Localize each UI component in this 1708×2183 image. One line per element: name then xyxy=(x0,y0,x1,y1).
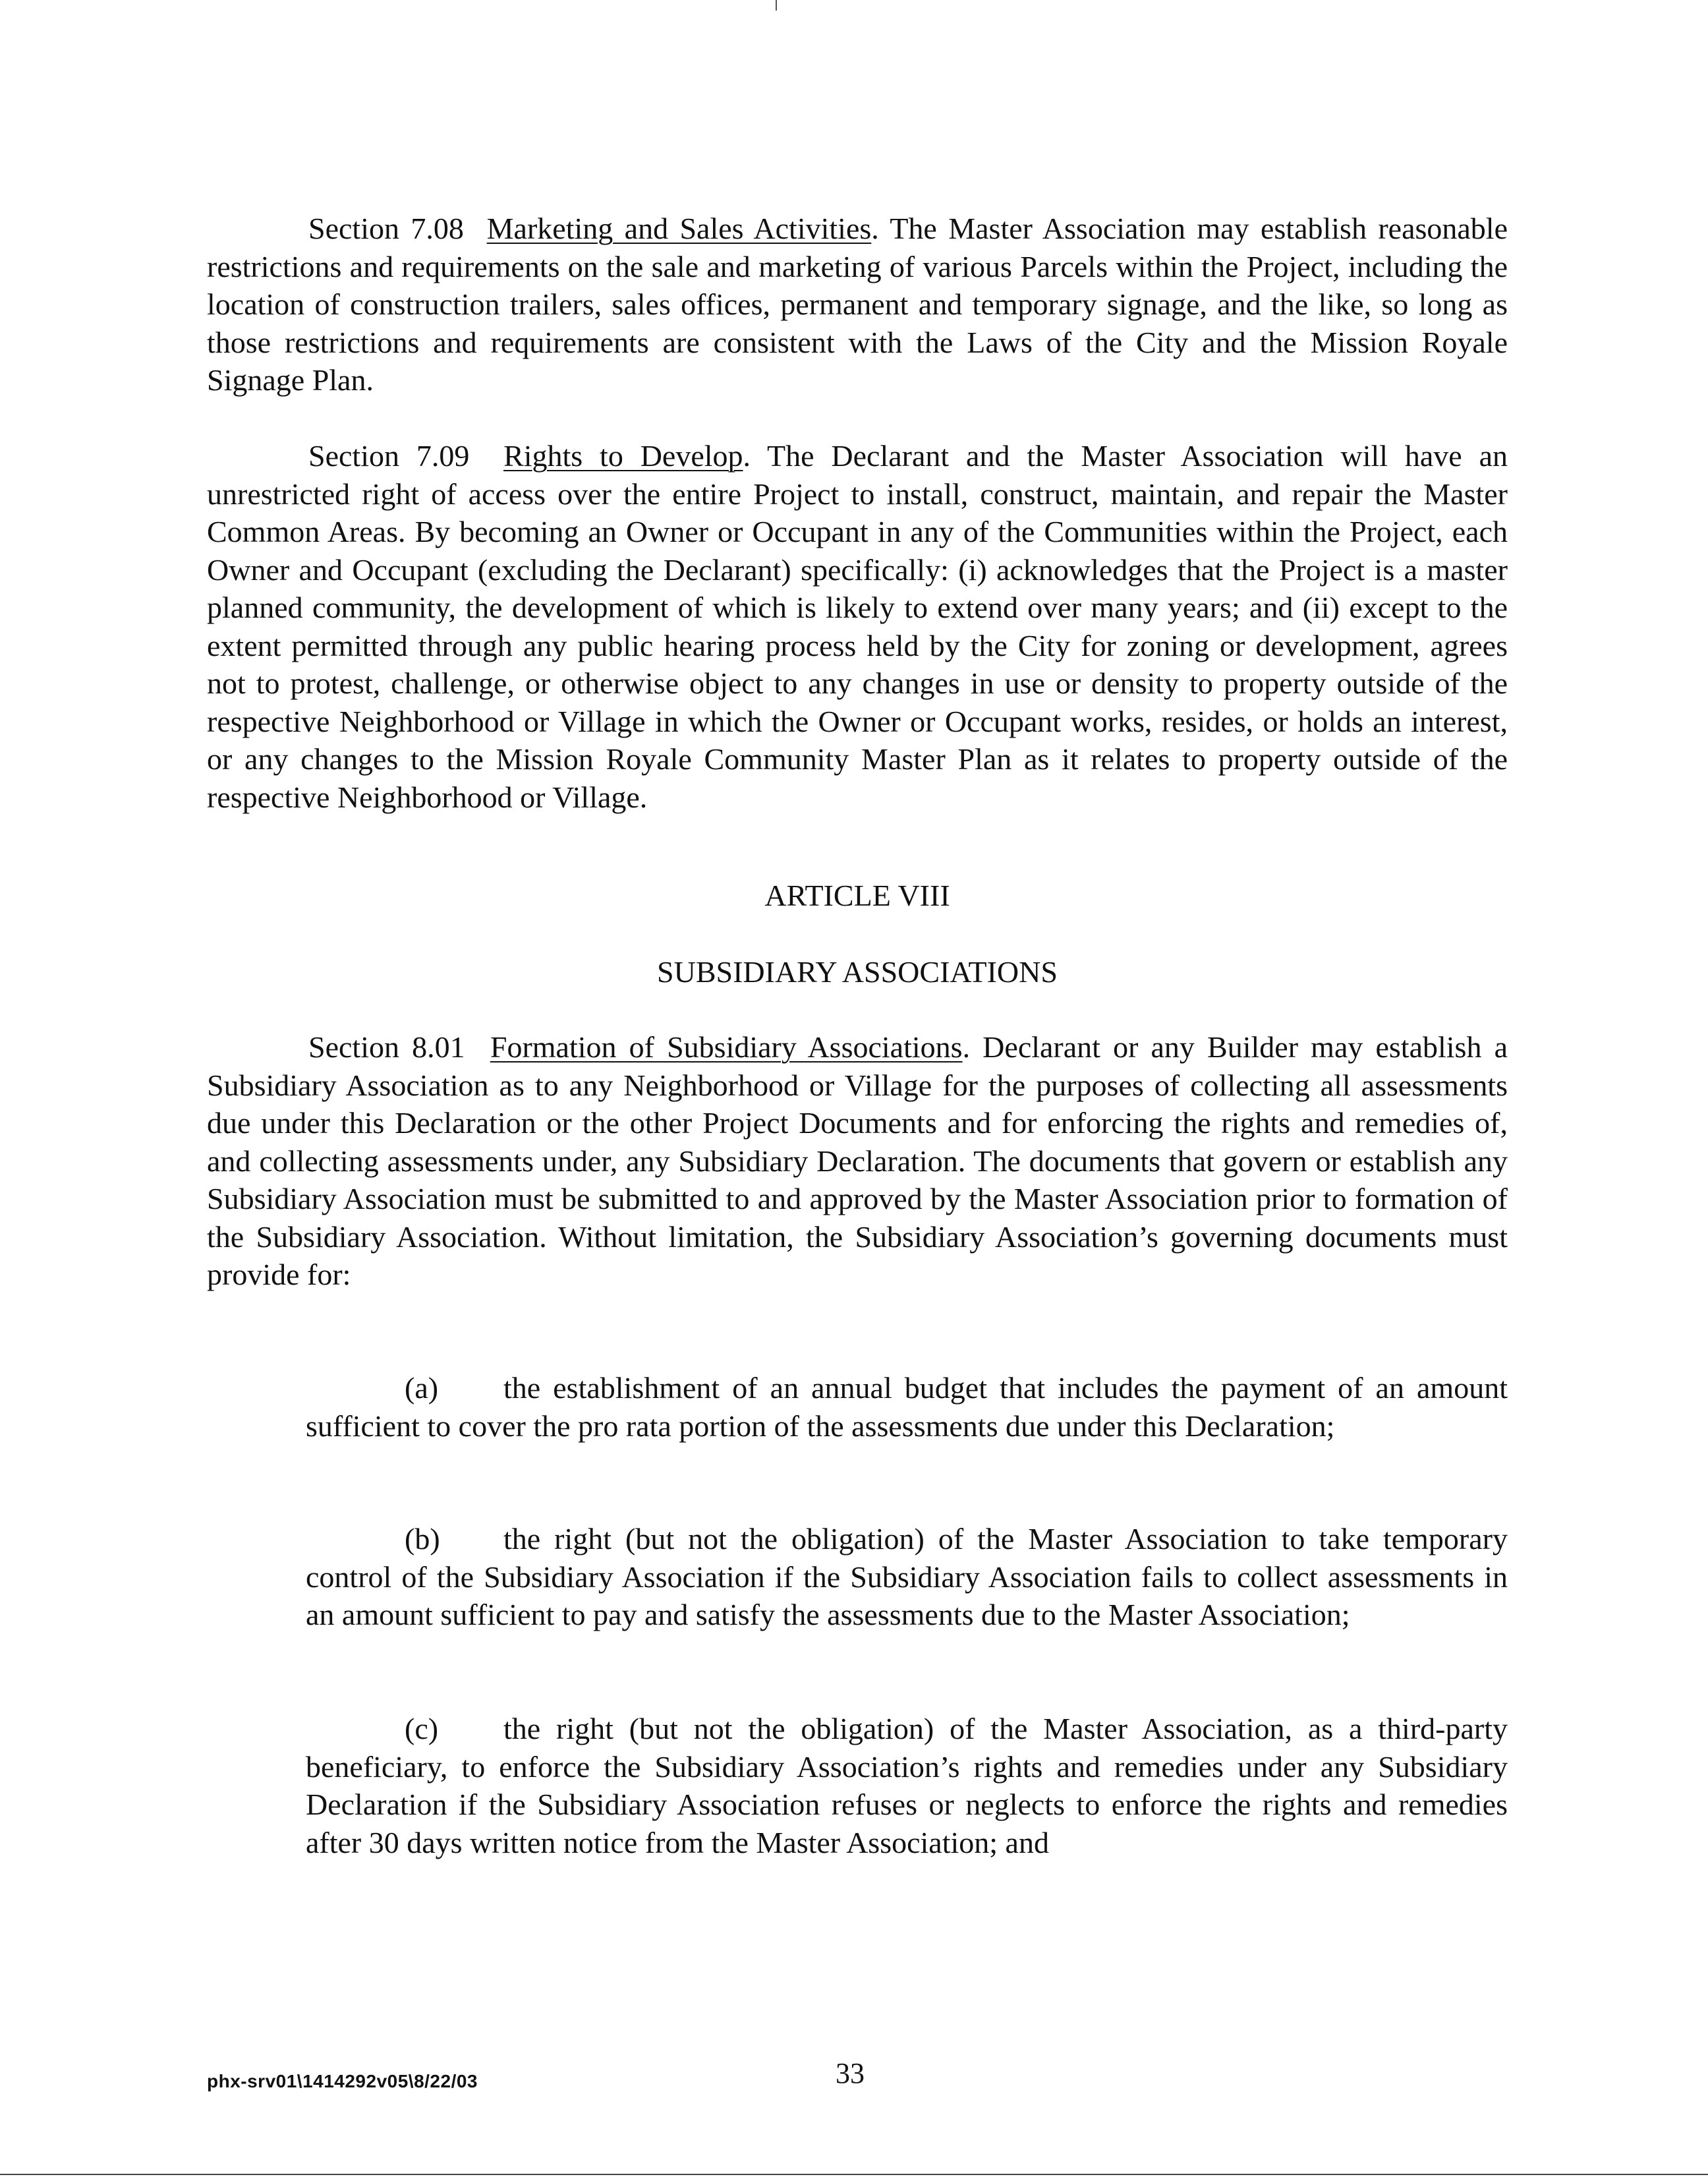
section-7-09-title: Rights to Develop xyxy=(503,439,743,473)
section-7-08-text: . The Master Association may establish reasonable restrictions and requirements on the sale and marketing of various Parcels within the Project, including the location of construction trailers, sales offices, permanent and temporary signage, and the like, so long as those restrictions and requirements are consistent with the Laws of the City and the Mission Royale Signage Plan. xyxy=(207,212,1508,397)
subsection-a-label: (a) xyxy=(405,1371,439,1405)
section-7-09-number: Section 7.09 xyxy=(308,439,470,473)
subsection-a xyxy=(306,1369,1508,1445)
subsection-a-text: the establishment of an annual budget that includes the payment of an amount sufficient to cover the pro rata portion of the assessments due under this Declaration; xyxy=(306,1371,1508,1443)
subsection-c xyxy=(306,1710,1508,1861)
scan-mark xyxy=(776,0,777,11)
subsection-b xyxy=(306,1520,1508,1634)
section-8-01-title: Formation of Subsidiary Associations xyxy=(490,1030,963,1064)
section-7-08-title: Marketing and Sales Activities xyxy=(486,212,872,245)
subsection-b-label: (b) xyxy=(405,1522,440,1556)
article-title: SUBSIDIARY ASSOCIATIONS xyxy=(657,955,1058,989)
section-8-01 xyxy=(207,1028,1508,1294)
section-7-09 xyxy=(207,437,1508,816)
document-id: phx-srv01\1414292v05\8/22/03 xyxy=(207,2071,478,2091)
section-8-01-text: . Declarant or any Builder may establish a Subsidiary Association as to any Neighborhood or Village for the purposes of collecting all assessments due under this Declaration or the other Project Documents and for enforcing the rights and remedies of, and collecting assessments under, any Subsidiary Declaration. The documents that govern or establish any Subsidiary Association must be submitted to and approved by the Master Association prior to formation of the Subsidiary Association. Without limitation, the Subsidiary Association’s governing documents must provide for: xyxy=(207,1030,1508,1291)
section-7-09-text: . The Declarant and the Master Association will have an unrestricted right of access over the entire Project to install, construct, maintain, and repair the Master Common Areas. By becoming an Owner or Occupant in any of the Communities within the Project, each Owner and Occupant (excluding the Declarant) specifically: (i) acknowledges that the Project is a master planned community, the development of which is likely to extend over many years; and (ii) except to the extent permitted through any public hearing process held by the City for zoning or development, agrees not to protest, challenge, or otherwise object to any changes in use or density to property outside of the respective Neighborhood or Village in which the Owner or Occupant works, resides, or holds an interest, or any changes to the Mission Royale Community Master Plan as it relates to property outside of the respective Neighborhood or Village. xyxy=(207,439,1508,814)
article-label: ARTICLE VIII xyxy=(764,879,950,912)
bottom-rule xyxy=(0,2174,1708,2175)
subsection-c-label: (c) xyxy=(405,1712,439,1745)
section-7-08 xyxy=(207,210,1508,399)
section-8-01-number: Section 8.01 xyxy=(308,1030,465,1064)
section-7-08-number: Section 7.08 xyxy=(308,212,464,245)
subsection-c-text: the right (but not the obligation) of the Master Association, as a third-party beneficiary, to enforce the Subsidiary Association’s rights and remedies under any Subsidiary Declaration if the Subsidiary Association refuses or neglects to enforce the rights and remedies after 30 days written notice from the Master Association; and xyxy=(306,1712,1508,1859)
page-number: 33 xyxy=(836,2057,865,2089)
subsection-b-text: the right (but not the obligation) of the Master Association to take temporary control of the Subsidiary Association if the Subsidiary Association fails to collect assessments in an amount sufficient to pay and satisfy the assessments due to the Master Association; xyxy=(306,1522,1508,1631)
